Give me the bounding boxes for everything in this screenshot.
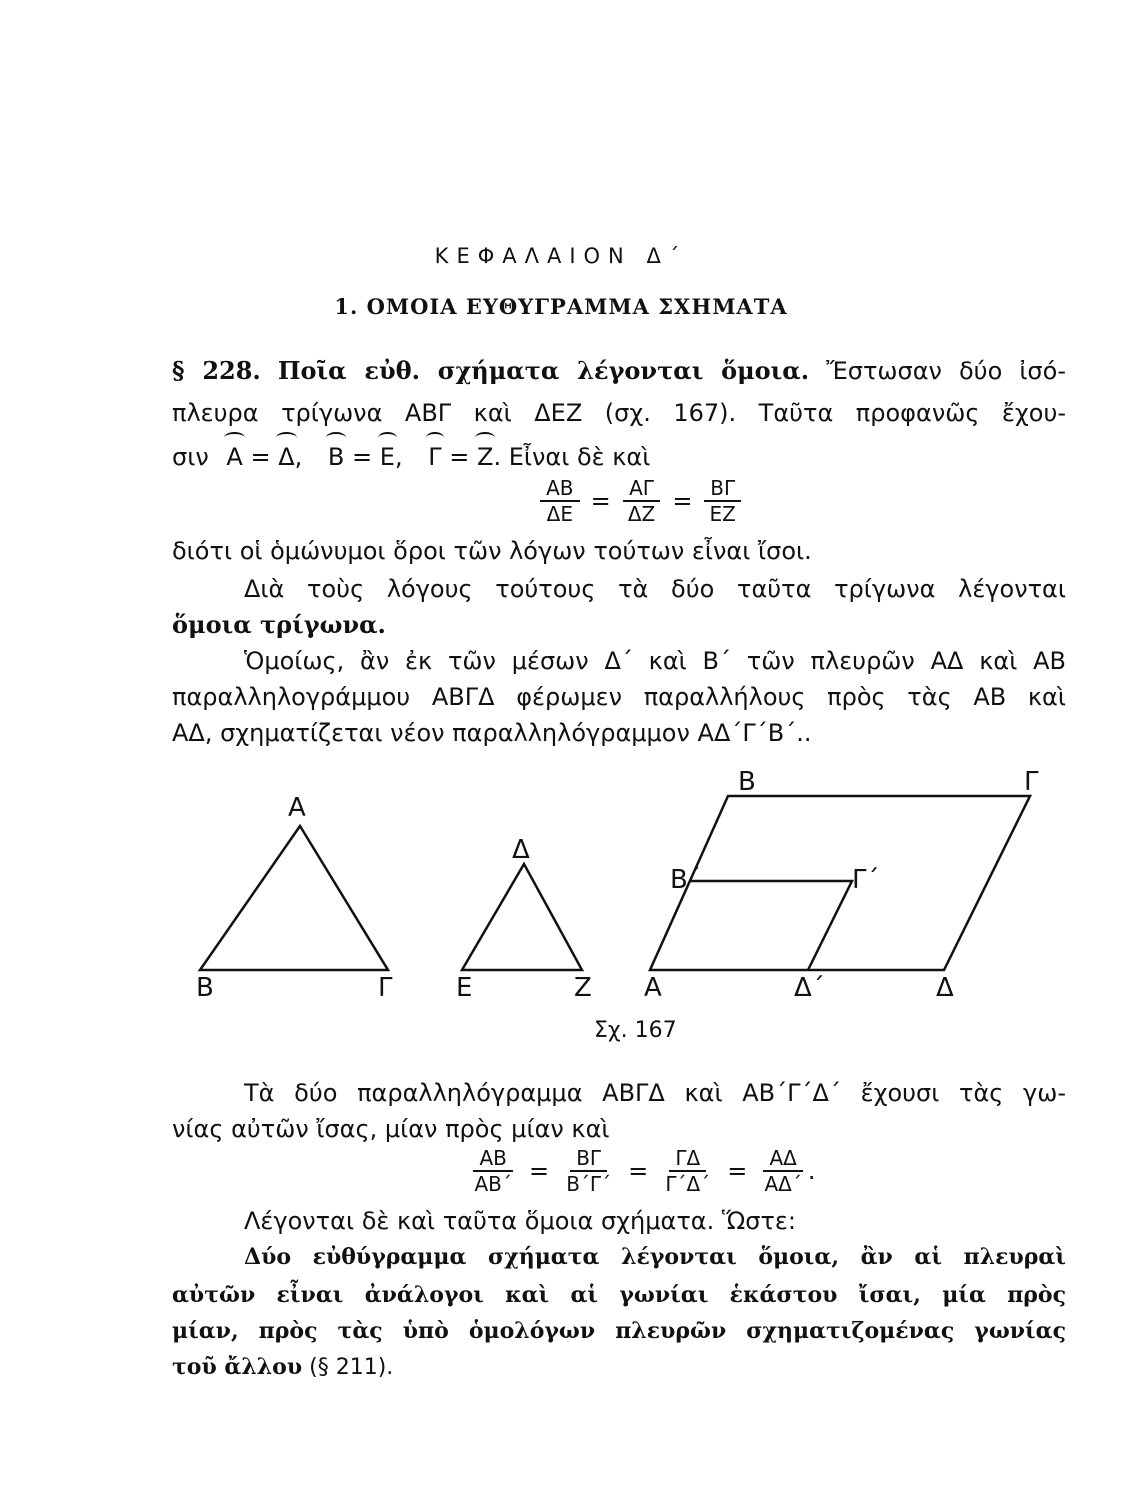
definition-line-1: Δύο εὐθύγραμμα σχήματα λέγονται ὅμοια, ἂν αἱ πλευραὶ [244, 1244, 1066, 1270]
definition-line-2: αὐτῶν εἶναι ἀνάλογοι καὶ αἱ γωνίαι ἑκάστου ἴσαι, μία πρὸς [172, 1282, 1066, 1308]
para-228-line-4: διότι οἱ ὁμώνυμοι ὅροι τῶν λόγων τούτων εἶναι ἴσοι. [172, 537, 812, 565]
para-228-line-9: ΑΔ, σχηματίζεται νέον παραλληλόγραμμον ΑΔ΄Γ΄Β΄.. [172, 719, 812, 747]
ratio-fraction: $\frac{AB}{\Delta E}$ [540, 476, 579, 526]
definition-line-3: μίαν, πρὸς τὰς ὑπὸ ὁμολόγων πλευρῶν σχηματιζομένας γωνίας [172, 1318, 1066, 1344]
triangle-dez [462, 864, 582, 970]
figure-caption: Σχ. 167 [594, 1018, 677, 1043]
section-heading: 1. ΟΜΟΙΑ ΕΥΘΥΓΡΑΜΜΑ ΣΧΗΜΑΤΑ [334, 294, 788, 319]
ratio-fraction: $\frac{B\Gamma}{B΄\Gamma΄}$ [566, 1146, 612, 1196]
label-t2-top: Δ [512, 835, 530, 865]
label-t1-left: Β [196, 973, 214, 1003]
label-t2-left: Ε [456, 973, 473, 1003]
label-p-a: Α [644, 973, 662, 1003]
angle-B: Β [327, 443, 345, 471]
angle-G: Γ [428, 443, 442, 471]
para-after-line-2: νίας αὐτῶν ἴσας, μίαν πρὸς μίαν καὶ [172, 1115, 610, 1143]
parallelogram-abgd [650, 796, 1030, 970]
label-p-d: Δ [936, 973, 954, 1003]
angle-Z: Ζ [476, 443, 494, 471]
section-title: Ποῖα εὐθ. σχήματα λέγονται ὅμοια. [277, 356, 810, 385]
ratio-fraction: $\frac{B\Gamma}{EZ}$ [704, 476, 742, 526]
para-after-line-3: Λέγονται δὲ καὶ ταῦτα ὅμοια σχήματα. Ὥστε: [244, 1207, 796, 1235]
ratio-fraction: $\frac{AB}{AB΄}$ [474, 1146, 512, 1196]
para-228-line-7: Ὁμοίως, ἂν ἐκ τῶν μέσων Δ΄ καὶ Β΄ τῶν πλευρῶν ΑΔ καὶ ΑΒ [244, 647, 1066, 675]
ratio-equation-2: $\frac{AB}{AB΄}$ = $\frac{B\Gamma}{B΄\Gamma΄}$ = $\frac{\Gamma\Delta}{\Gamma΄\Delta΄}$ = $\frac{A\Delta}{A\Delta΄}$ . [84, 1146, 1122, 1196]
para-228-line-3: σιν Α = Δ, Β = Ε, Γ = Ζ. Εἶναι δὲ καὶ [172, 443, 651, 471]
label-p-gprime: Γ΄ [852, 865, 880, 895]
label-t2-right: Ζ [574, 973, 592, 1003]
angle-D: Δ [278, 443, 295, 471]
para-228-line-6: ὅμοια τρίγωνα. [172, 610, 386, 639]
para-228-line-5: Διὰ τοὺς λόγους τούτους τὰ δύο ταῦτα τρίγωνα λέγονται [244, 575, 1066, 603]
para-228-line-1-rest: Ἔστωσαν δύο ἰσό- [826, 357, 1066, 385]
triangle-abg [200, 826, 388, 970]
para-after-line-1: Τὰ δύο παραλληλόγραμμα ΑΒΓΔ καὶ ΑΒ΄Γ΄Δ΄ ἔχουσι τὰς γω- [244, 1079, 1066, 1107]
label-p-dprime: Δ΄ [794, 973, 825, 1003]
label-t1-top: Α [288, 793, 306, 823]
label-p-b: Β [738, 767, 756, 797]
ratio-equation-1: $\frac{AB}{\Delta E}$ = $\frac{A\Gamma}{\Delta Z}$ = $\frac{B\Gamma}{EZ}$ [80, 476, 1122, 526]
definition-line-4: τοῦ ἄλλου (§ 211). [172, 1354, 394, 1380]
ratio-fraction: $\frac{A\Delta}{A\Delta΄}$ [764, 1146, 802, 1196]
parallelogram-ad-g-b [690, 881, 852, 970]
para-228-line-2: πλευρα τρίγωνα ΑΒΓ καὶ ΔΕΖ (σχ. 167). Ταῦτα προφανῶς ἔχου- [172, 399, 1066, 427]
label-p-bprime: Β΄ [670, 865, 701, 895]
chapter-heading: ΚΕΦΑΛΑΙΟΝ Δ΄ [434, 244, 688, 268]
ratio-fraction: $\frac{\Gamma\Delta}{\Gamma΄\Delta΄}$ [665, 1146, 711, 1196]
angle-E: Ε [379, 443, 395, 471]
ratio-fraction: $\frac{A\Gamma}{\Delta Z}$ [622, 476, 661, 526]
angle-A: Α [226, 443, 243, 471]
section-number: § 228. [172, 356, 261, 385]
para-228-line-8: παραλληλογράμμου ΑΒΓΔ φέρωμεν παραλλήλους πρὸς τὰς ΑΒ καὶ [172, 683, 1066, 711]
label-t1-right: Γ [378, 973, 393, 1003]
label-p-g: Γ [1024, 767, 1039, 797]
